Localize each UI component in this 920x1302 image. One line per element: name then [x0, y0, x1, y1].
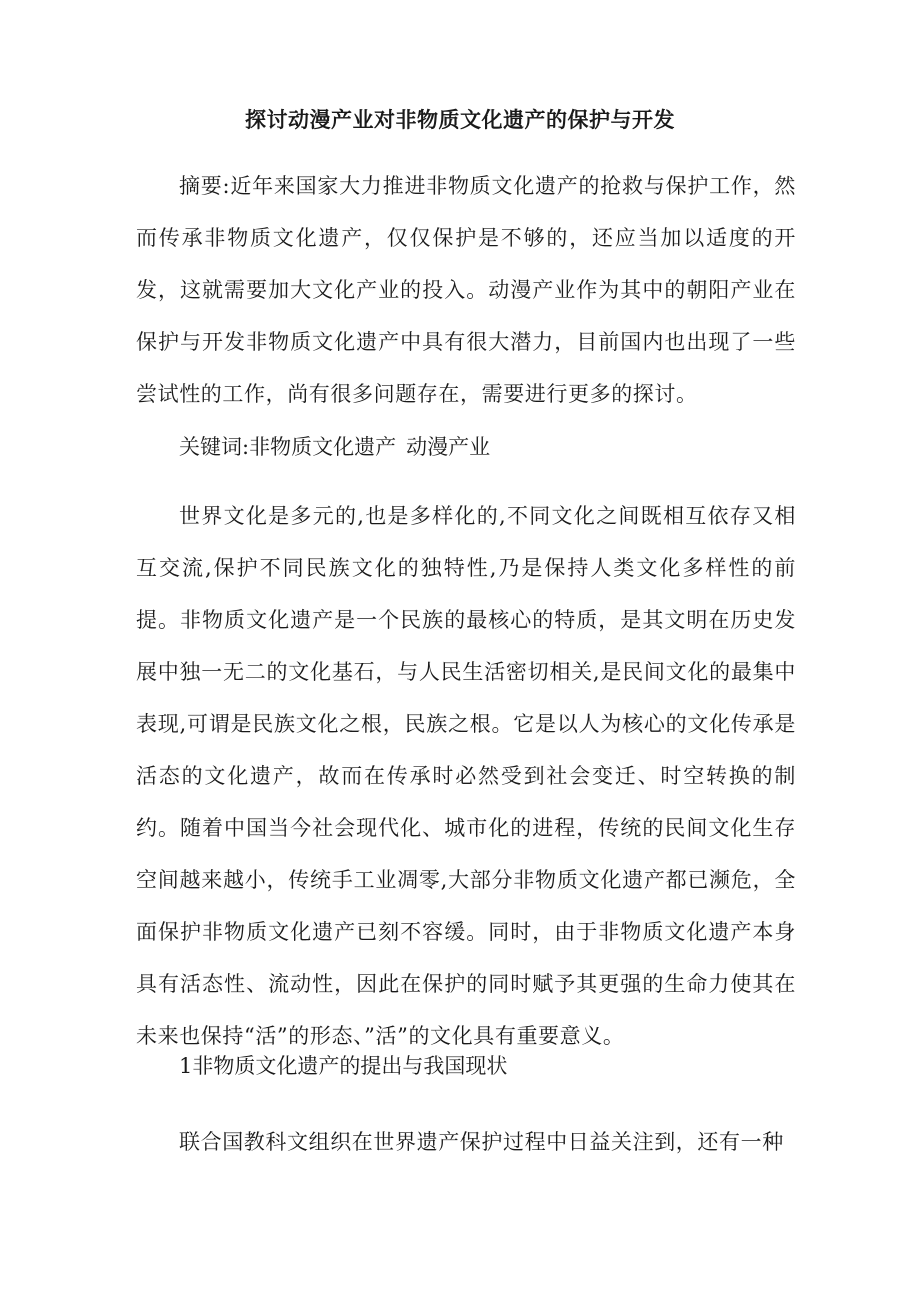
keywords-label: 关键词: — [179, 435, 250, 459]
intro-paragraph: 世界文化是多元的,也是多样化的,不同文化之间既相互依存又相互交流,保护不同民族文化的独特性,乃是保持人类文化多样性的前提。非物质文化遗产是一个民族的最核心的特质，是其文明在历史发展中独一无二的文化基石，与人民生活密切相关,是民间文化的最集中表现,可谓是民族文化之根，民族之根。它是以人为核心的文化传承是活态的文化遗产，故而在传承时必然受到社会变迁、时空转换的制约。随着中国当今社会现代化、城市化的进程，传统的民间文化生存空间越来越小，传统手工业凋零,大部分非物质文化遗产都已濒危，全面保护非物质文化遗产已刻不容缓。同时，由于非物质文化遗产本身具有活态性、流动性，因此在保护的同时赋予其更强的生命力使其在未来也保持“活”的形态、”活”的文化具有重要意义。 — [136, 504, 796, 1048]
section-1-heading: 1非物质文化遗产的提出与我国现状 — [179, 1054, 508, 1078]
abstract-paragraph: 摘要:近年来国家大力推进非物质文化遗产的抢救与保护工作，然而传承非物质文化遗产，仅仅保护是不够的，还应当加以适度的开发，这就需要加大文化产业的投入。动漫产业作为其中的朝阳产业在保护与开发非物质文化遗产中具有很大潜力，目前国内也出现了一些尝试性的工作，尚有很多问题存在，需要进行更多的探讨。 — [136, 174, 796, 406]
keywords-line — [179, 421, 490, 473]
section-1-paragraph: 联合国教科文组织在世界遗产保护过程中日益关注到，还有一种 — [179, 1130, 784, 1154]
document-title: 探讨动漫产业对非物质文化遗产的保护与开发 — [245, 107, 675, 132]
keyword-2: 动漫产业 — [406, 435, 491, 459]
keyword-1: 非物质文化遗产 — [249, 435, 397, 459]
